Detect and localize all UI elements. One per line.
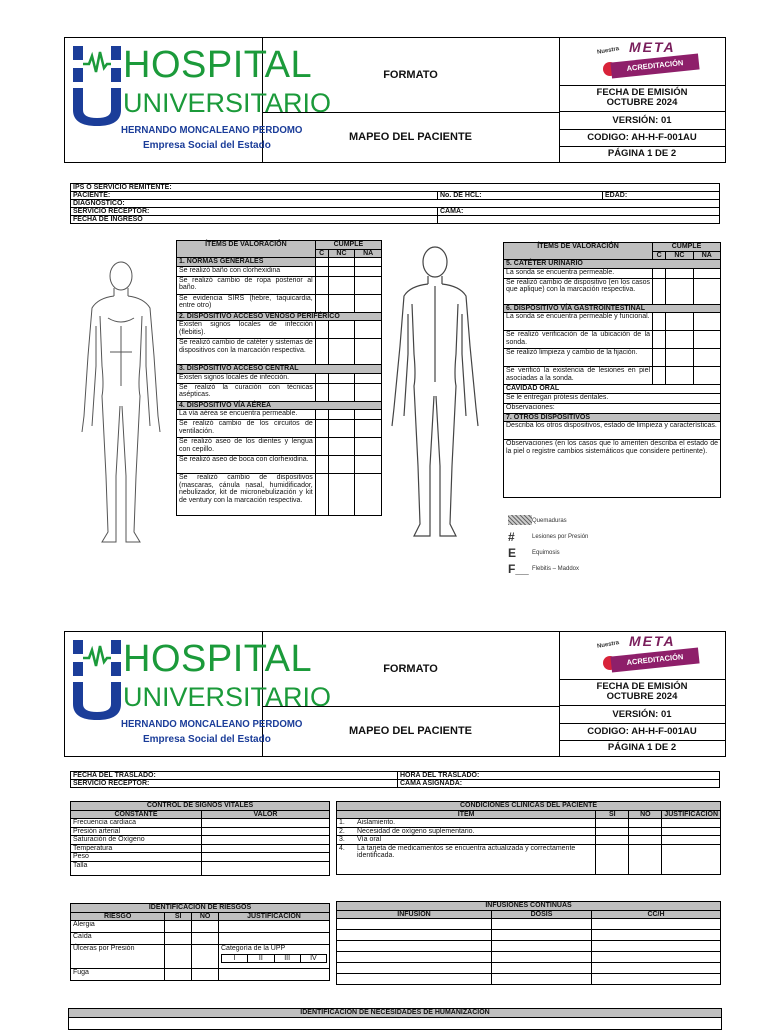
item-text: Se realizó baño con clorhexidina (177, 266, 316, 276)
item-text: Existen signos locales de infección. (177, 373, 316, 383)
transfer-date-field[interactable]: FECHA DEL TRASLADO: (71, 772, 398, 780)
meta-accreditation-badge: Nuestra META ACREDITACIÓN (559, 632, 725, 680)
item-text[interactable]: Observaciones: (504, 403, 721, 413)
items-header: ÍTEMS DE VALORACIÓN (504, 243, 653, 260)
item-text: Se realizó cambio de los circuitos de ventilación. (177, 420, 316, 438)
item-text: Se realizó cambio de ropa posterior al baño. (177, 276, 316, 294)
age-field[interactable]: EDAD: (603, 192, 720, 200)
section-venoso: 2. DISPOSITIVO ACCESO VENOSO PERIFÉRICO (177, 312, 382, 321)
vital-label: Saturación de Oxígeno (71, 836, 202, 845)
f-symbol-icon: F__ (508, 562, 529, 576)
hash-symbol-icon: # (508, 530, 515, 544)
document-code: CODIGO: AH-H-F-001AU (559, 723, 725, 741)
item-text: La sonda se encuentra permeable y funcional. (504, 313, 653, 331)
continuous-infusions-table: INFUSIONES CONTINUAS INFUSION DOSIS CC/H (336, 901, 721, 985)
format-label: FORMATO (262, 38, 559, 113)
section-oral: CAVIDAD ORAL (504, 385, 721, 394)
item-text: Se evidencia SIRS (fiebre, taquicardia, entre otro) (177, 294, 316, 312)
vital-value[interactable] (202, 836, 330, 845)
vital-value[interactable] (202, 827, 330, 836)
body-front-figure[interactable] (76, 256, 166, 552)
upp-option-2[interactable]: II (248, 955, 274, 963)
item-text: Se realizó aseo de los dientes y lengua con cepillo. (177, 438, 316, 456)
hospital-logo (65, 38, 332, 162)
upp-category-label: Categoría de la UPP (221, 945, 286, 952)
document-title: MAPEO DEL PACIENTE (348, 131, 473, 143)
item-text[interactable]: Describa los otros dispositivos, estado de limpieza y características. (504, 422, 721, 440)
section-gastro: 6. DISPOSITIVO VÍA GASTROINTESTINAL (504, 304, 721, 313)
document-header (64, 37, 726, 163)
item-text: Se realizó aseo de boca con clorhexidina. (177, 456, 316, 474)
item-text: Se le entregan prótesis dentales. (504, 393, 721, 403)
upp-option-1[interactable]: I (222, 955, 248, 963)
item-text: Se realizó verificación de la ubicación de la sonda. (504, 331, 653, 349)
logo-text-ese: Empresa Social del Estado (143, 140, 271, 151)
item-text: Existen signos locales de infección (flebitis). (177, 321, 316, 339)
receiving-service-field[interactable]: SERVICIO RECEPTOR: (71, 208, 438, 216)
emission-date: FECHA DE EMISIÓN OCTUBRE 2024 (559, 85, 725, 112)
vital-value[interactable] (202, 853, 330, 862)
vitals-title: CONTROL DE SIGNOS VITALES (71, 802, 330, 811)
humanization-title: IDENTIFICACION DE NECESIDADES DE HUMANIZACION (69, 1009, 722, 1018)
risk-identification-table: IDENTIFICACION DE RIESGOS RIESGO SI NO JUSTIFICACION Alergia Caída Úlceras por Presión Categoría de la UPP I II III IV Fuga (70, 903, 330, 981)
upp-option-3[interactable]: III (275, 955, 301, 963)
document-header-2 (64, 631, 726, 757)
upp-option-4[interactable]: IV (310, 954, 317, 962)
item-text: Se realizó la curación con técnicas asépticas. (177, 383, 316, 401)
admission-date-field[interactable]: FECHA DE INGRESO (71, 216, 438, 224)
clinical-title: CONDICIONES CLINICAS DEL PACIENTE (337, 802, 721, 811)
hcl-field[interactable]: No. DE HCL: (438, 192, 603, 200)
hu-emblem-icon (71, 638, 123, 720)
item-text: Se realizó cambio de dispositivo (en los casos que aplique) con la marcación respectiva. (504, 278, 653, 304)
e-symbol-icon: E (508, 546, 517, 560)
cumple-header: CUMPLE (653, 243, 721, 252)
section-otros: 7. OTROS DISPOSITIVOS (504, 413, 721, 422)
document-title: MAPEO DEL PACIENTE (348, 725, 473, 737)
patient-info-table (70, 183, 720, 224)
vital-label: Frecuencia cardiaca (71, 819, 202, 828)
assigned-bed-field[interactable]: CAMA ASIGNADA: (398, 780, 720, 788)
vital-label: Peso (71, 853, 202, 862)
vital-label: Talla (71, 861, 202, 875)
page-number: PÁGINA 1 DE 2 (607, 148, 677, 159)
format-label: FORMATO (262, 632, 559, 707)
burn-pattern-icon (508, 515, 532, 525)
items-header: ÍTEMS DE VALORACIÓN (177, 241, 316, 258)
diagnosis-field[interactable]: DIAGNOSTICO: (71, 200, 720, 208)
legend-label: Flebitis – Maddox (532, 566, 580, 572)
assessment-table-left: ÍTEMS DE VALORACIÓN CUMPLE C NC NA 1. NORMAS GENERALES Se realizó baño con clorhexidina Se realizó cambio de ropa posterior al baño. Se evidencia SIRS (fiebre, taquicardia, entre otro) 2. DISPOSITIVO ACCESO VENOSO PERIFÉRICO Existen signos locales de infección (flebitis). Se realizó cambio de catéter y sistemas de dispositivos con la marcación respectiva. 3. DISPOSITIVO ACCESO CENTRAL Existen signos locales de infección. Se realizó la curación con técnicas asépticas. 4. DISPOSITIVO VÍA AÉREA La vía aérea se encuentra permeable. Se realizó cambio de los circuitos de ventilación. Se realizó aseo de los dientes y lengua con cepillo. Se realizó aseo de boca con clorhexidina. Se realizó cambio de dispositivos (mascaras, cánula nasal, humidificador, nebulizador, kit de micronebulización y kit de ventury con la marcación respectiva. (176, 240, 382, 516)
section-normas: 1. NORMAS GENERALES (177, 258, 316, 267)
receiving-service-field[interactable]: SERVICIO RECEPTOR: (71, 780, 398, 788)
section-via-aerea: 4. DISPOSITIVO VÍA AÉREA (177, 401, 382, 410)
item-text: Se realizó limpieza y cambio de la fijación. (504, 349, 653, 367)
item-text: La sonda se encuentra permeable. (504, 268, 653, 278)
clinical-conditions-table: CONDICIONES CLINICAS DEL PACIENTE ITEM SI NO JUSTIFICACION 1. Aislamiento. 2. Necesidad de oxígeno suplementario. 3. Vía oral 4. La tarjeta de medicamentos se encuentra actualizada y correctamente identificada. (336, 801, 721, 875)
vital-value[interactable] (202, 844, 330, 853)
vital-label: Presión arterial (71, 827, 202, 836)
page-number: PÁGINA 1 DE 2 (607, 742, 677, 753)
legend-label: Lesiones por Presión (532, 534, 589, 540)
legend-label: Quemaduras (532, 518, 567, 524)
logo-text-hospital: HOSPITAL (123, 44, 313, 86)
meta-accreditation-badge: Nuestra META ACREDITACIÓN (559, 38, 725, 86)
vital-signs-table: CONTROL DE SIGNOS VITALES CONSTANTE VALOR Frecuencia cardiaca Presión arterial Saturación de Oxígeno Temperatura Peso Talla (70, 801, 330, 876)
body-back-figure[interactable] (386, 242, 484, 542)
item-text: Se realizó cambio de catéter y sistemas de dispositivos con la marcación respectiva. (177, 339, 316, 365)
assessment-table-right: ÍTEMS DE VALORACIÓN CUMPLE C NC NA 5. CATÉTER URINARIO La sonda se encuentra permeable. Se realizó cambio de dispositivo (en los casos que aplique) con la marcación respectiva. 6. DISPOSITIVO VÍA GASTROINTESTINAL La sonda se encuentra permeable y funcional. Se realizó verificación de la ubicación de la sonda. Se realizó limpieza y cambio de la fijación. Se verificó la existencia de lesiones en piel asociadas a la sonda. CAVIDAD ORAL Se le entregan prótesis dentales. Observaciones: 7. OTROS DISPOSITIVOS Describa los otros dispositivos, estado de limpieza y características. Observaciones (en los casos que lo ameriten describa el estado de la piel o registre cambios sistemáticos que considere pertinente). (503, 242, 721, 498)
vital-label: Temperatura (71, 844, 202, 853)
version: VERSIÓN: 01 (559, 706, 725, 724)
cumple-header: CUMPLE (315, 241, 381, 250)
hu-emblem-icon (71, 44, 123, 126)
document-code: CODIGO: AH-H-F-001AU (559, 129, 725, 147)
infusions-title: INFUSIONES CONTINUAS (337, 902, 721, 911)
version: VERSIÓN: 01 (559, 112, 725, 130)
humanization-table (68, 1008, 722, 1030)
map-legend (508, 512, 612, 576)
item-text[interactable]: Observaciones (en los casos que lo ameriten describa el estado de la piel o registre cambios sistemáticos que considere pertinente). (504, 440, 721, 498)
risks-title: IDENTIFICACION DE RIESGOS (71, 904, 330, 913)
legend-label: Equimosis (532, 550, 560, 556)
logo-text-name: HERNANDO MONCALEANO PERDOMO (121, 124, 303, 136)
upp-category-selector[interactable] (221, 954, 327, 964)
ips-field[interactable]: IPS O SERVICIO REMITENTE: (71, 184, 720, 192)
item-text: Se verificó la existencia de lesiones en piel asociadas a la sonda. (504, 367, 653, 385)
vital-value[interactable] (202, 861, 330, 875)
vital-value[interactable] (202, 819, 330, 828)
patient-field[interactable]: PACIENTE: (71, 192, 438, 200)
transfer-info-table (70, 771, 720, 788)
logo-text-universitario: UNIVERSITARIO (123, 88, 332, 118)
section-urinario: 5. CATÉTER URINARIO (504, 260, 721, 269)
bed-field[interactable]: CAMA: (438, 208, 720, 216)
item-text: La vía aérea se encuentra permeable. (177, 410, 316, 420)
transfer-time-field[interactable]: HORA DEL TRASLADO: (398, 772, 720, 780)
section-central: 3. DISPOSITIVO ACCESO CENTRAL (177, 365, 382, 374)
item-text: Se realizó cambio de dispositivos (mascaras, cánula nasal, humidificador, nebulizador, kit de micronebulización y kit de ventury con la marcación respectiva. (177, 474, 316, 516)
hospital-logo: HOSPITAL UNIVERSITARIO HERNANDO MONCALEANO PERDOMO Empresa Social del Estado (65, 632, 263, 756)
emission-date: FECHA DE EMISIÓN OCTUBRE 2024 (559, 679, 725, 706)
